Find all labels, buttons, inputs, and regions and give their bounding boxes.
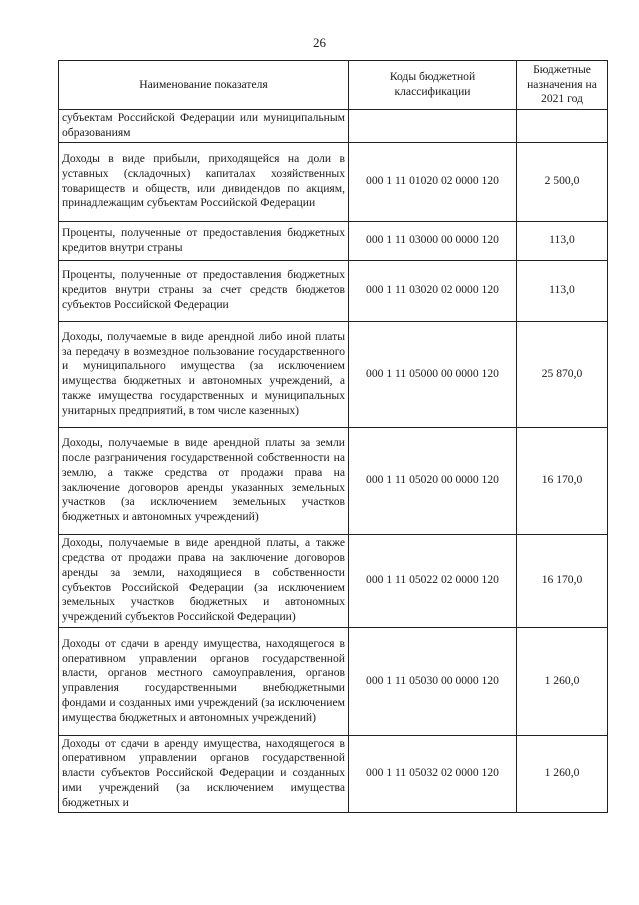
header-name: Наименование показателя (59, 61, 349, 110)
table-row (59, 534, 608, 627)
row-name: Доходы, получаемые в виде арендной платы, а также средства от продажи права на заключение договоров аренды за земли, находящиеся в собственности субъектов Российской Федерации (за исключением земельных участков бюджетных и автономных учреждений субъектов Российской Федерации) (59, 534, 349, 627)
table-row (59, 142, 608, 221)
table-row (59, 735, 608, 812)
row-name: Проценты, полученные от предоставления бюджетных кредитов внутри страны (59, 221, 349, 260)
row-name: Доходы, получаемые в виде арендной либо иной платы за передачу в возмездное пользование государственного и муниципального имущества (за исключением имущества бюджетных и автономных учреждений, а также имущества государственных и муниципальных унитарных предприятий, в том числе казенных) (59, 321, 349, 427)
row-code: 000 1 11 03020 02 0000 120 (349, 260, 517, 321)
header-amount: Бюджетные назначения на 2021 год (517, 61, 608, 110)
row-amount: 16 170,0 (517, 534, 608, 627)
table-row (59, 427, 608, 534)
row-code: 000 1 11 05000 00 0000 120 (349, 321, 517, 427)
table-row (59, 221, 608, 260)
table-row (59, 321, 608, 427)
table-header-row (59, 61, 608, 110)
row-code: 000 1 11 01020 02 0000 120 (349, 142, 517, 221)
row-code: 000 1 11 05020 00 0000 120 (349, 427, 517, 534)
row-amount: 1 260,0 (517, 627, 608, 735)
row-amount: 25 870,0 (517, 321, 608, 427)
row-amount: 113,0 (517, 221, 608, 260)
page-number: 26 (313, 35, 326, 50)
row-amount: 16 170,0 (517, 427, 608, 534)
row-code: 000 1 11 03000 00 0000 120 (349, 221, 517, 260)
row-name: субъектам Российской Федерации или муниципальным образованиям (59, 110, 349, 143)
row-name: Доходы от сдачи в аренду имущества, находящегося в оперативном управлении органов государственной власти, органов местного самоуправления, органов управления государственными внебюджетными фондами и созданных ими учреждений (за исключением имущества бюджетных и автономных учреждений) (59, 627, 349, 735)
row-name: Доходы от сдачи в аренду имущества, находящегося в оперативном управлении органов государственной власти субъектов Российской Федерации и созданных ими учреждений (за исключением имущества бюджетных и (59, 735, 349, 812)
table-row (59, 260, 608, 321)
table-row (59, 110, 608, 143)
budget-table (58, 60, 608, 813)
row-name: Проценты, полученные от предоставления бюджетных кредитов внутри страны за счет средств бюджетов субъектов Российской Федерации (59, 260, 349, 321)
row-name: Доходы, получаемые в виде арендной платы за земли после разграничения государственной собственности на землю, а также средства от продажи права на заключение договоров аренды указанных земельных участков (за исключением земельных участков бюджетных и автономных учреждений) (59, 427, 349, 534)
header-code: Коды бюджетной классификации (349, 61, 517, 110)
row-code: 000 1 11 05032 02 0000 120 (349, 735, 517, 812)
row-code: 000 1 11 05030 00 0000 120 (349, 627, 517, 735)
row-amount: 2 500,0 (517, 142, 608, 221)
row-amount: 1 260,0 (517, 735, 608, 812)
row-name: Доходы в виде прибыли, приходящейся на доли в уставных (складочных) капиталах хозяйственных товариществ и обществ, или дивидендов по акциям, принадлежащим субъектам Российской Федерации (59, 142, 349, 221)
row-code: 000 1 11 05022 02 0000 120 (349, 534, 517, 627)
table-row (59, 627, 608, 735)
row-code (349, 110, 517, 143)
row-amount: 113,0 (517, 260, 608, 321)
row-amount (517, 110, 608, 143)
